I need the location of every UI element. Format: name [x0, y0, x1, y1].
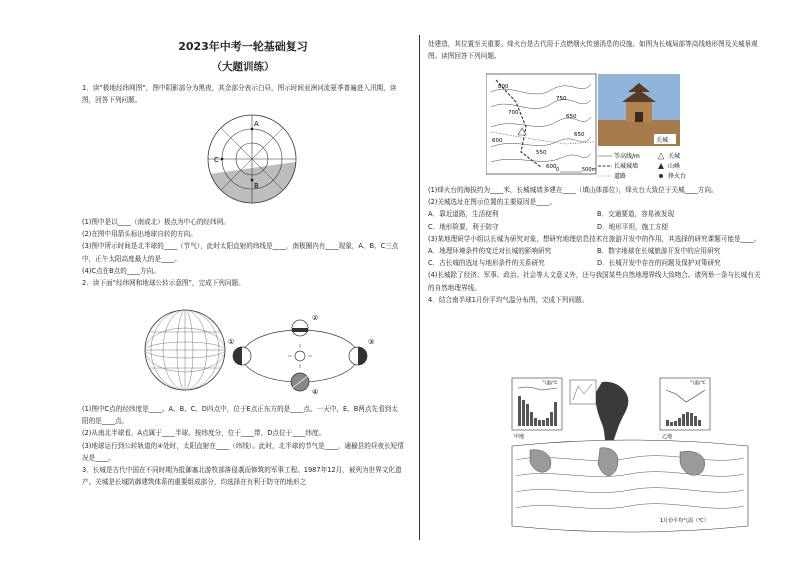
q3-sub2-option-d: D．地形平坦，施工方便 [597, 222, 669, 231]
peak-icon [658, 163, 664, 169]
polar-grid-figure [197, 112, 307, 207]
q1-sub4: (4)C点在B点的____方向。 [82, 266, 160, 275]
column-divider [419, 35, 420, 540]
q3-sub2-option-a: A．靠近道路，生活便利 [428, 210, 499, 219]
left-column [82, 82, 404, 106]
pass-icon [658, 153, 664, 159]
q3-sub2: (2)关城选址在图示位置的主要原因是____。 [428, 198, 557, 207]
q3-sub2-options-row2 [428, 221, 766, 233]
contour-label-7: 650 [574, 132, 585, 138]
q1-sub3: (3)图中所示时间是北半球的____（节气），此时太阳直射的纬线是____，南极圈内有____现象，A、B、C三点中，正午太阳高度最大的是____。 [82, 242, 399, 263]
q3-sub4: (4)长城除了经济、军事、政治、社会等人文意义外，还与我国某些自然地理界线大致吻合。请列举一条与长城有关的自然地理界线。 [428, 271, 761, 292]
q1-sub1: (1)图中是以____（南或北）极点为中心的经纬网。 [82, 218, 230, 226]
tower-icon [659, 174, 663, 178]
point-b-label: B [254, 182, 259, 190]
photo-caption: 关城 [656, 137, 669, 144]
legend-wall: 长城城墙 [614, 163, 639, 170]
chart-b-label: 乙地 [662, 434, 673, 440]
orbit-label-4: ④ [312, 388, 319, 396]
orbit-label-1: ① [228, 338, 235, 346]
legend-pass: 关城 [668, 153, 681, 160]
point-c-label: C [214, 156, 219, 164]
q3-sub3-option-a: A．地理环境条件的变迁对长城的影响研究 [428, 247, 552, 256]
q3-stem-left: 3．长城是古代中国在不同时期为抵御塞北游牧部落侵袭而修筑的军事工程。1987年12月，被列为世界文化遗产。关城是长城防御建筑体系的重要组成部分，均选择在有利于防守的地形之 [82, 466, 402, 487]
q3-sub3-option-b: B．数字地球在长城旅游开发中的应用研究 [597, 247, 721, 256]
q3-sub3-option-d: D．长城开发中存在的问题及保护对策研究 [597, 259, 721, 268]
q3-sub3-option-c: C．古长城的选址与地形条件的关系研究 [428, 259, 545, 268]
q1-questions [82, 216, 404, 289]
chart-a-axis: 气温/℃ [542, 381, 558, 386]
q3-stem-right: 处建造，其位置至关重要。烽火台是古代用于点燃烟火传递消息的设施。如图为长城局部等高线地形图及关城景观图。读图回答下列问题。 [428, 40, 758, 61]
q3-sub2-options-row1 [428, 208, 766, 220]
contour-label-8: 600 [546, 164, 557, 170]
q1-sub2: (2)在图中用箭头标出地球自转的方向。 [82, 230, 197, 239]
scale-end: 500m [582, 167, 597, 173]
contour-label-5: 600 [492, 138, 503, 144]
great-wall-map-figure [486, 72, 748, 184]
q3-sub3-options-row1 [428, 245, 766, 257]
legend-tower: 烽火台 [668, 173, 687, 180]
page-title: 2023年中考一轮基础复习 [178, 40, 308, 53]
q3-sub3: (3)某地理研学小组以长城为研究对象，想研究地理信息技术在旅游开发中的作用，其选择的研究课题可能是____。 [428, 234, 761, 243]
q3-sub2-option-c: C．地形险要，利于防守 [428, 222, 499, 231]
legend-peak: 山峰 [668, 163, 681, 170]
legend-contour: 等高线/m [614, 153, 640, 160]
q3-sub1: (1)烽火台的海拔约为____米，长城城墙多建在____（填山体部位），烽火台大致位于关城____方向。 [428, 186, 718, 194]
chart-b-axis: 气温/℃ [690, 381, 706, 386]
contour-label-1: 800 [498, 84, 509, 90]
q3-stem-right-block [428, 38, 766, 62]
map-caption: 1月份平均气温（℃） [660, 518, 709, 524]
contour-label-2: 700 [508, 110, 519, 116]
point-a-label: A [254, 120, 259, 128]
page-subtitle: （大题训练） [211, 61, 275, 73]
contour-label-4: 650 [566, 114, 577, 120]
orbit-label-2: ② [312, 314, 319, 322]
q2-stem: 2．读下面“经纬网和地球公转示意图”，完成下列问题。 [82, 279, 245, 288]
q2-questions [82, 403, 404, 488]
q2-sub1: (1)图中C点的经纬度是____。A、B、C、D四点中，位于E点正东方的是____点。一天中，E、B两点先看到太阳的是____点。 [82, 405, 398, 426]
scale-zero: 0 [556, 167, 560, 173]
orbit-label-3: ③ [368, 338, 375, 346]
orbit-figure [140, 306, 400, 396]
q3-questions [428, 184, 766, 306]
contour-label-6: 550 [536, 150, 547, 156]
q3-sub3-options-row2 [428, 257, 766, 269]
q4-stem: 4．结合南半球1月份平均气温分布图，完成下列问题。 [428, 295, 589, 304]
q3-sub2-option-b: B．交通要道，容易被发现 [597, 210, 675, 219]
legend-road: 道路 [614, 173, 627, 180]
q2-sub2: (2)从南北半球看，A点属于____半球。按纬度分，位于____带，D点位于____纬度。 [82, 429, 326, 438]
southern-hemisphere-figure [510, 376, 750, 536]
q1-stem: 1．读“极地经纬网图”，图中阴影部分为黑夜，其余部分表示白昼，图示时间亚洲河流夏季普遍进入汛期，读图，回答下列问题。 [82, 84, 397, 105]
q2-sub3: (3)地球运行到公转轨道的④处时，太阳直射在____（纬线）。此时，北半球的节气是____，通榆县的昼夜长短情况是____。 [82, 441, 404, 462]
contour-label-3: 750 [556, 96, 567, 102]
chart-a-label: 甲地 [514, 434, 525, 440]
